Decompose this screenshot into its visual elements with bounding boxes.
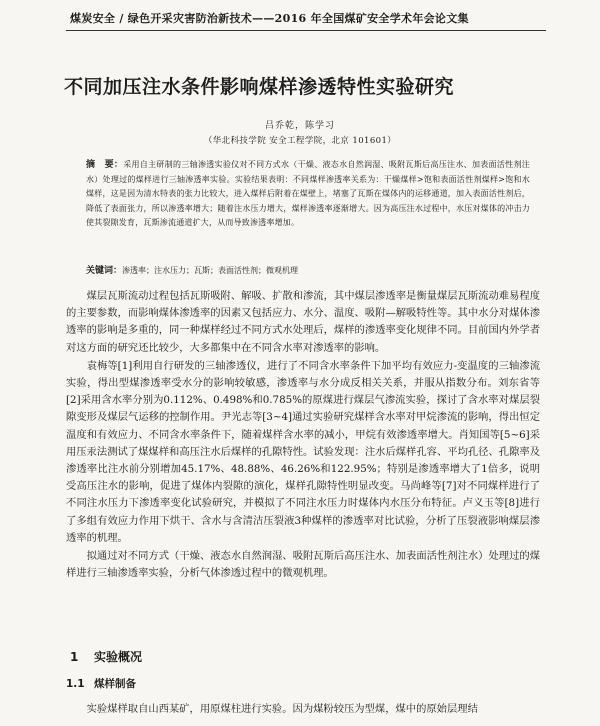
paper-title: 不同加压注水条件影响煤样渗透特性实验研究 xyxy=(64,76,455,98)
section-heading xyxy=(70,648,142,665)
subsection-heading xyxy=(66,676,136,691)
abstract-label: 摘 要： xyxy=(86,160,124,170)
body-text xyxy=(66,288,540,583)
body-paragraph-1: 煤层瓦斯流动过程包括瓦斯吸附、解吸、扩散和渗流，其中煤层渗透率是衡量煤层瓦斯流动难易程度的主要参数，而影响煤体渗透率的因素又包括应力、水分、温度、吸附—解吸特性等。其中水分对煤体渗透率的影响是多重的，同一种煤样经过不同方式水处理后，煤样的渗透率变化规律不同。目前国内外学者对这方面的研究还比较少，大多都集中在不同含水率对渗透率的影响。 xyxy=(66,290,540,354)
keywords-label: 关键词： xyxy=(86,266,123,276)
body-paragraph-2: 袁梅等[1]利用自行研发的三轴渗透仪，进行了不同含水率条件下加平均有效应力-变温度的三轴渗流实验，得出型煤渗透率受水分的影响较敏感，渗透率与水分成反相关关系，并服从指数分布。刘东省等[2]采用含水率分别为0.112%、0.498%和0.785%的原煤进行煤层气渗流实验，探讨了含水率对煤层裂隙变形及煤层气运移的控制作用。尹光志等[3~4]通过实验研究煤样含水率对甲烷渗流的影响，得出恒定温度和有效应力、不同含水率条件下，随着煤样含水率的减小，甲烷有效渗透率增大。肖知国等[5~6]采用压汞法测试了煤煤样和高压注水后煤样的孔隙特性。试验发现：注水后煤样孔容、平均孔径、孔隙率及渗透率比注水前分别增加45.17%、48.88%、46.26%和122.95%；特别是渗透率增大了1倍多，说明受高压注水的影响，促进了煤体内裂隙的演化，煤样孔隙特性明显改变。马尚峰等[7]对不同煤样进行了不同注水压力下渗透率变化试验研究，并模拟了不同注水压力时煤体内水压分布特征。卢义玉等[8]进行了多组有效应力作用下烘干、含水与含清洁压裂液3种煤样的渗透率对比试验，分析了压裂液影响煤层渗透率的机理。 xyxy=(66,359,540,544)
paper-affiliation: （华北科技学院 安全工程学院，北京 101601） xyxy=(203,136,397,146)
body-paragraph-3: 拟通过对不同方式（干燥、液态水自然润湿、吸附瓦斯后高压注水、加表面活性剂注水）处理过的煤样进行三轴渗透率实验，分析气体渗透过程中的微观机理。 xyxy=(66,550,540,580)
abstract xyxy=(86,158,530,231)
keywords-text: 渗透率；注水压力；瓦斯；表面活性剂；微观机理 xyxy=(122,266,299,275)
abstract-text: 采用自主研制的三轴渗透实验仪对不同方式水（干燥、液态水自然润湿、吸附瓦斯后高压注水、加表面活性剂注水）处理过的煤样进行三轴渗透率实验。实验结果表明：不同煤样渗透率关系为：干燥煤样>饱和表面活性剂煤样>饱和水煤样，这是因为清水特表的张力比较大，进入煤样后附着在煤壁上，堵塞了瓦斯在煤体内的运移通道，加入表面活性剂后，降低了表面张力，所以渗透率增大；随着注水压力增大，煤样渗透率逐渐增大。因为高压注水过程中，水压对煤体的冲击力使其裂隙发育，瓦斯渗流通道扩大，从而导致渗透率增加。 xyxy=(86,160,530,227)
running-header: 煤炭安全 / 绿色开采灾害防治新技术——2016 年全国煤矿安全学术年会论文集 xyxy=(70,12,469,25)
subsection-title: 煤样制备 xyxy=(94,678,136,690)
section-title: 实验概况 xyxy=(94,650,143,664)
header-divider xyxy=(66,30,546,31)
section-number: 1 xyxy=(70,650,79,664)
subsection-number: 1.1 xyxy=(66,678,85,690)
paper-authors: 吕乔乾，陈学习 xyxy=(264,121,335,131)
keywords xyxy=(86,263,530,276)
body-last-line: 实验煤样取自山西某矿，用原煤柱进行实验。因为煤粉较压为型煤，煤中的原始层理结 xyxy=(86,703,478,715)
